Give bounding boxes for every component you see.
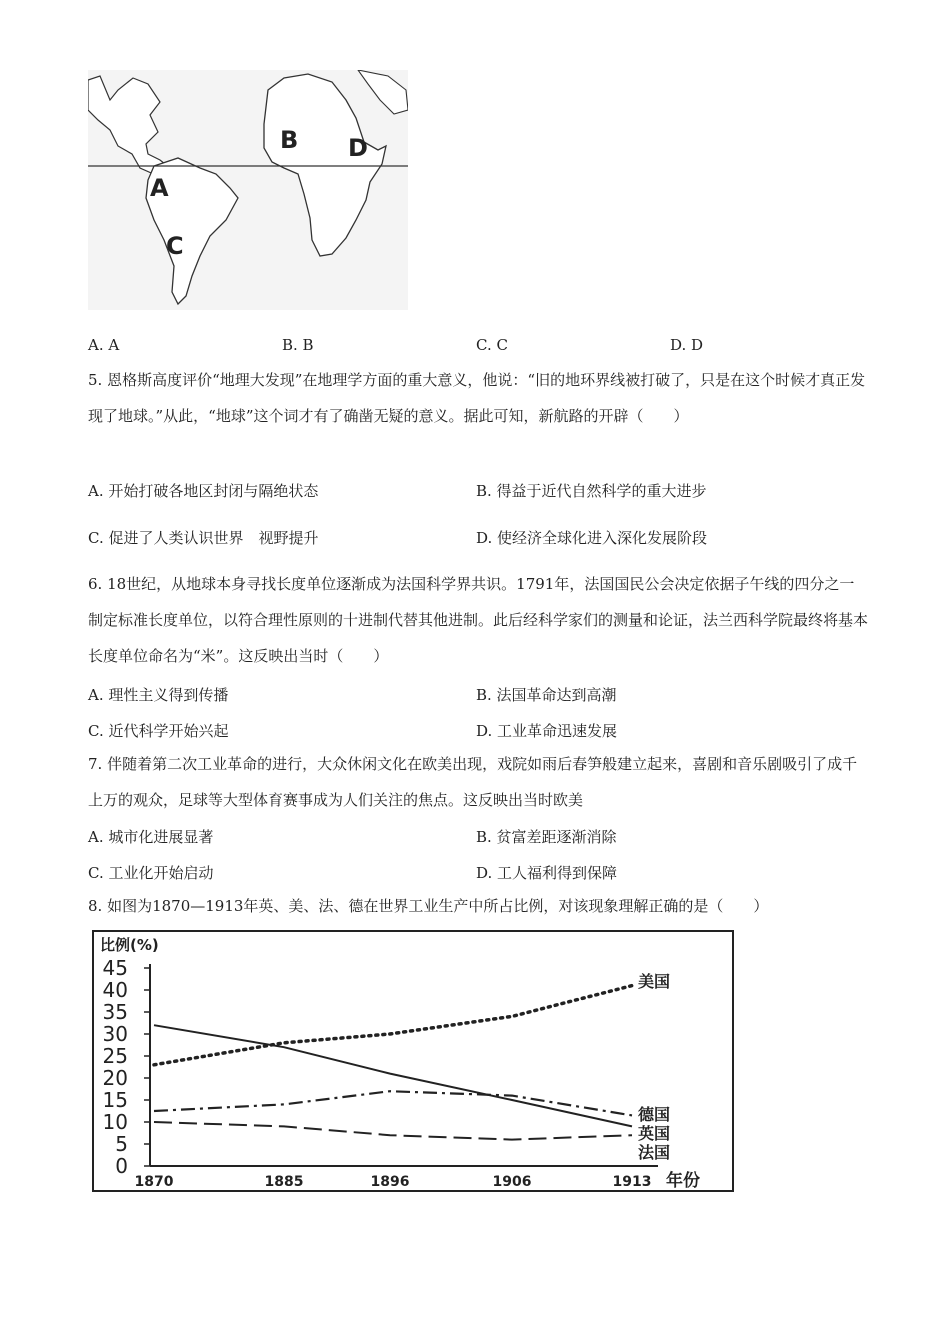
q6-option-c[interactable]: C. 近代科学开始兴起 <box>88 722 229 740</box>
map-label-d: D <box>348 134 368 162</box>
q4-option-d[interactable]: D. D <box>670 336 704 354</box>
q7-stem: 7. 伴随着第二次工业革命的进行，大众休闲文化在欧美出现，戏院如雨后春笋般建立起来，喜剧和音乐剧吸引了成千上万的观众，足球等大型体育赛事成为人们关注的焦点。这反映出当时欧美 <box>88 755 858 809</box>
line-chart <box>92 930 734 1192</box>
y-tick-label: 15 <box>102 1088 128 1112</box>
q6-option-d[interactable]: D. 工业革命迅速发展 <box>476 722 618 740</box>
x-tick-label: 1885 <box>264 1174 304 1190</box>
q7-option-d[interactable]: D. 工人福利得到保障 <box>476 864 618 882</box>
q6-stem: 6. 18世纪，从地球本身寻找长度单位逐渐成为法国科学界共识。1791年，法国国民公会决定依据子午线的四分之一制定标准长度单位，以符合理性原则的十进制代替其他进制。此后经科学家们的测量和论证，法兰西科学院最终将基本长度单位命名为“米”。这反映出当时（ ） <box>88 575 869 665</box>
series-label: 法国 <box>638 1143 671 1162</box>
map-label-a: A <box>150 174 169 202</box>
q4-option-b[interactable]: B. B <box>282 336 314 354</box>
q7-option-b[interactable]: B. 贫富差距逐渐消除 <box>476 828 617 846</box>
y-tick-label: 25 <box>102 1044 128 1068</box>
q6-option-b[interactable]: B. 法国革命达到高潮 <box>476 686 617 704</box>
world-map <box>88 70 408 310</box>
map-label-c: C <box>166 232 184 260</box>
chart-ylabel: 比例(%) <box>100 936 159 954</box>
q4-option-a[interactable]: A. A <box>88 336 120 354</box>
q5-option-c[interactable]: C. 促进了人类认识世界 视野提升 <box>88 529 319 547</box>
y-tick-label: 35 <box>102 1000 128 1024</box>
series-label: 德国 <box>638 1105 671 1124</box>
chart-container <box>92 930 734 1192</box>
chart-xlabel: 年份 <box>666 1171 700 1191</box>
q5-option-d[interactable]: D. 使经济全球化进入深化发展阶段 <box>476 529 708 547</box>
q5-option-a[interactable]: A. 开始打破各地区封闭与隔绝状态 <box>88 482 319 500</box>
y-tick-label: 0 <box>115 1154 128 1178</box>
x-tick-label: 1896 <box>370 1174 410 1190</box>
q5-stem: 5. 恩格斯高度评价“地理大发现”在地理学方面的重大意义，他说：“旧的地环界线被打破了，只是在这个时候才真正发现了地球。”从此，“地球”这个词才有了确凿无疑的意义。据此可知，新航路的开辟（ ） <box>88 371 866 425</box>
y-tick-label: 45 <box>102 956 128 980</box>
q8-stem: 8. 如图为1870—1913年英、美、法、德在世界工业生产中所占比例，对该现象理解正确的是（ ） <box>88 897 769 915</box>
y-tick-label: 5 <box>115 1132 128 1156</box>
map-label-b: B <box>280 126 299 154</box>
y-tick-label: 10 <box>102 1110 128 1134</box>
q7-option-a[interactable]: A. 城市化进展显著 <box>88 828 214 846</box>
y-tick-label: 20 <box>102 1066 128 1090</box>
x-tick-label: 1870 <box>134 1174 174 1190</box>
x-tick-label: 1906 <box>492 1174 532 1190</box>
series-label: 英国 <box>638 1124 671 1143</box>
q4-option-c[interactable]: C. C <box>476 336 508 354</box>
series-label: 美国 <box>638 972 671 991</box>
map-svg <box>88 70 408 310</box>
y-tick-label: 30 <box>102 1022 128 1046</box>
q6-option-a[interactable]: A. 理性主义得到传播 <box>88 686 229 704</box>
q7-option-c[interactable]: C. 工业化开始启动 <box>88 864 214 882</box>
y-tick-label: 40 <box>102 978 128 1002</box>
x-tick-label: 1913 <box>612 1174 652 1190</box>
q5-option-b[interactable]: B. 得益于近代自然科学的重大进步 <box>476 482 707 500</box>
